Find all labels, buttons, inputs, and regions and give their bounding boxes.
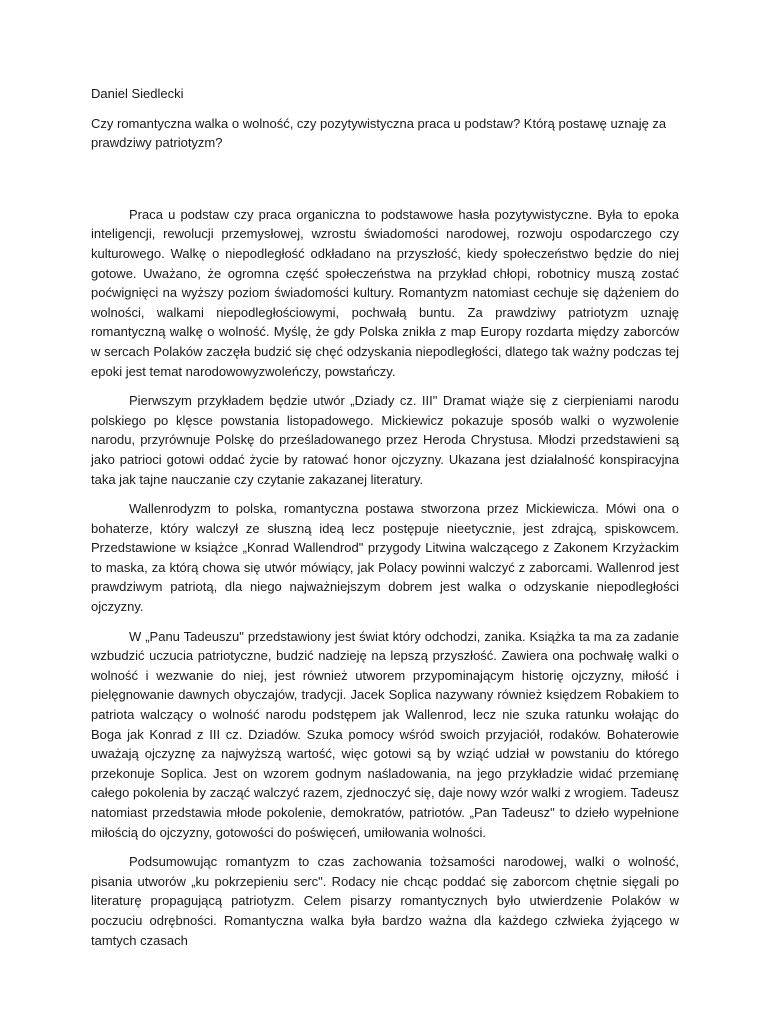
paragraph-5: Podsumowując romantyzm to czas zachowania tożsamości narodowej, walki o wolność, pisania utworów „ku pokrzepieniu serc". Rodacy nie chcąc poddać się zaborcom chętnie sięgali po literaturę propagującą patriotyzm. Celem pisarzy romantycznych było utwierdzenie Polaków w poczuciu odrębności. Romantyczna walka była bardzo ważna dla każdego człwieka żyjącego w tamtych czasach xyxy=(91,854,679,948)
paragraph-3: Wallenrodyzm to polska, romantyczna postawa stworzona przez Mickiewicza. Mówi ona o bohaterze, który walczył ze słuszną ideą lecz postępuje nieetycznie, jest zdrajcą, spiskowcem. Przedstawione w książce „Konrad Wallendrod" przygody Litwina walczącego z Zakonem Krzyżackim to maska, za którą chowa się utwór mówiący, jak Polacy powinni walczyć z zaborcami. Wallenrod jest prawdziwym patriotą, dla niego najważniejszym dobrem jest walka o odzyskanie niepodległości ojczyzny. xyxy=(91,501,679,615)
essay-question: Czy romantyczna walka o wolność, czy pozytywistyczna praca u podstaw? Którą postawę uznaję za prawdziwy patriotyzm? xyxy=(91,115,667,151)
paragraph-1: Praca u podstaw czy praca organiczna to podstawowe hasła pozytywistyczne. Była to epoka inteligencji, rewolucji przemysłowej, wzrostu świadomości narodowej, rozwoju ospodarczego czy kulturowego. Walkę o niepodległość odkładano na przyszłość, kiedy społeczeństwo będzie do niej gotowe. Uważano, że ogromna część społeczeństwa na przykład chłopi, robotnicy muszą zostać poćwignięci na wyższy poziom świadomości kultury. Romantyzm natomiast cechuje się dążeniem do wolności, walkami niepodległościowymi, pochwałą buntu. Za prawdziwy patriotyzm uznaję romantyczną walkę o wolność. Myślę, że gdy Polska znikła z map Europy rozdarta między zaborców w sercach Polaków zaczęła budzić się chęć odzyskania niepodległości, dlatego tak ważny podczas tej epoki jest temat narodowowyzwoleńczy, powstańczy. xyxy=(91,206,679,379)
author-name: Daniel Siedlecki xyxy=(91,86,184,101)
document-page xyxy=(91,84,679,960)
paragraph-2: Pierwszym przykładem będzie utwór „Dziady cz. III" Dramat wiąże się z cierpieniami narodu polskiego po klęsce powstania listopadowego. Mickiewicz pokazuje sposób walki o wyzwolenie narodu, przyrównuje Polskę do prześladowanego przez Heroda Chrystusa. Młodzi przedstawieni są jako patrioci gotowi oddać życie by ratować honor ojczyzny. Ukazana jest działalność konspiracyjna taka jak tajne nauczanie czy czytanie zakazanej literatury. xyxy=(91,393,679,487)
paragraph-4: W „Panu Tadeuszu" przedstawiony jest świat który odchodzi, zanika. Książka ta ma za zadanie wzbudzić uczucia patriotyczne, budzić nadzieję na lepszą przyszłość. Zawiera ona pochwałę walki o wolność i wezwanie do niej, jest również utworem przypominającym historię ojczyzny, miłość i pielęgnowanie dawnych obyczajów, tradycji. Jacek Soplica nazywany również księdzem Robakiem to patriota walczący o wolność narodu podstępem jak Wallenrod, lecz nie szuka ratunku wołając do Boga jak Konrad z III cz. Dziadów. Szuka pomocy wśród swoich przyjaciół, rodaków. Bohaterowie uważają ojczyznę za najwyższą wartość, więc gotowi są by wziąć udział w powstaniu do którego przekonuje Soplica. Jest on wzorem godnym naśladowania, na jego przykładzie widać przemianę całego pokolenia by zacząć walczyć razem, zjednoczyć się, daje nowy wzór walki z wrogiem. Tadeusz natomiast przedstawia młode pokolenie, demokratów, patriotów. „Pan Tadeusz" to dzieło wypełnione miłością do ojczyzny, gotowości do poświęceń, umiłowania wolności. xyxy=(91,628,679,840)
